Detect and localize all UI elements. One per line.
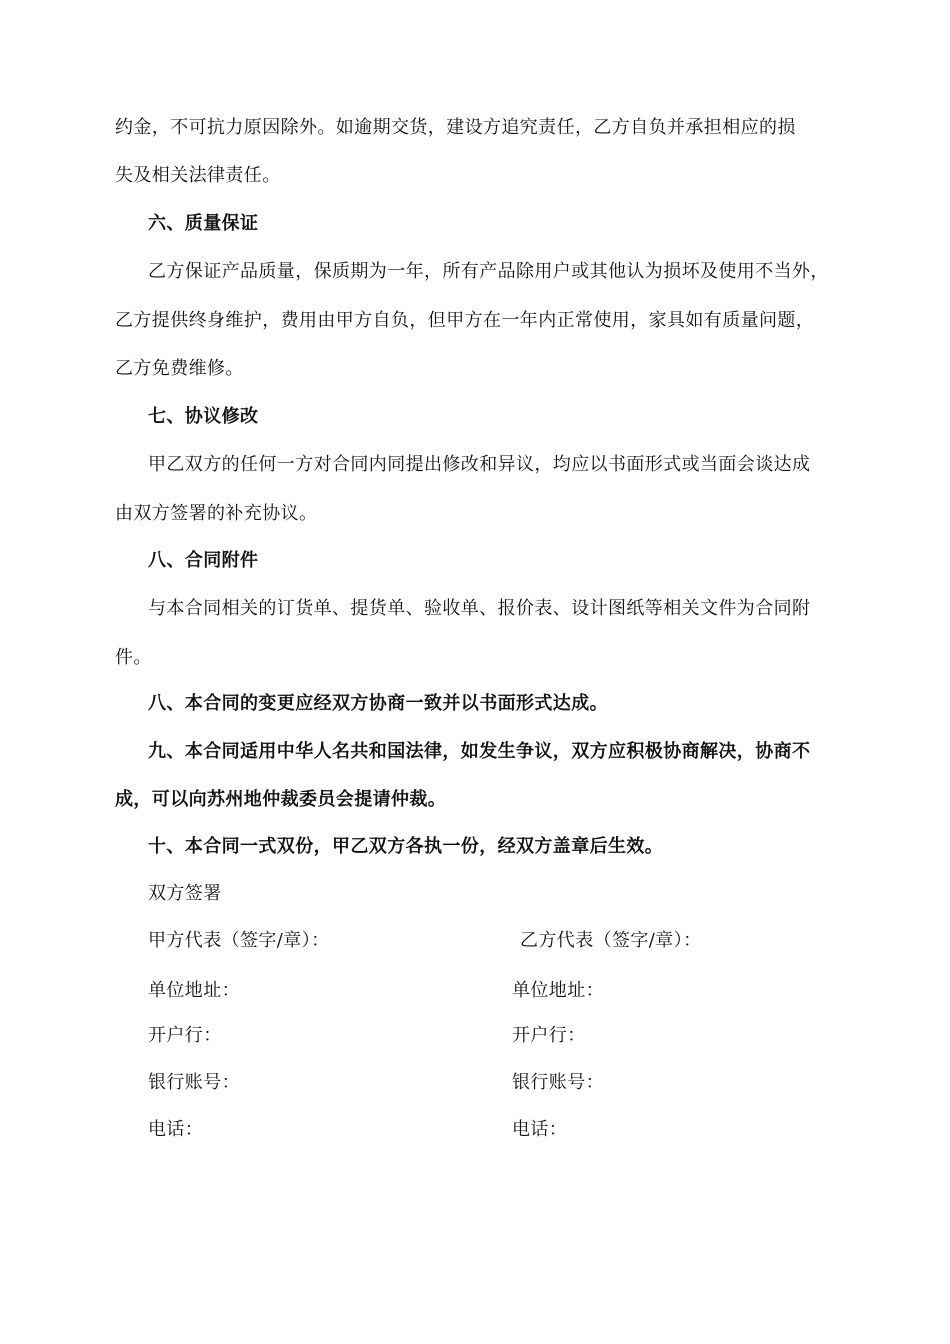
party-b-bank: 开户行： <box>512 1025 586 1046</box>
party-b-account: 银行账号： <box>512 1072 604 1093</box>
section-6-line-1: 乙方保证产品质量，保质期为一年，所有产品除用户或其他认为损坏及使用不当外， <box>148 261 829 282</box>
section-6-line-3: 乙方免费维修。 <box>115 358 244 379</box>
party-b-rep: 乙方代表（签字/章）： <box>520 930 702 951</box>
party-a-rep: 甲方代表（签字/章）： <box>148 930 330 951</box>
section-7-heading: 七、协议修改 <box>148 406 259 427</box>
breach-paragraph-line-2: 失及相关法律责任。 <box>115 165 281 186</box>
section-7-line-2: 由双方签署的补充协议。 <box>115 503 318 524</box>
party-a-bank: 开户行： <box>148 1025 222 1046</box>
breach-paragraph-line-1: 约金，不可抗力原因除外。如逾期交货，建设方追究责任，乙方自负并承担相应的损 <box>115 117 796 138</box>
party-b-phone: 电话： <box>512 1119 568 1140</box>
clause-8b: 八、本合同的变更应经双方协商一致并以书面形式达成。 <box>148 693 608 714</box>
party-b-address: 单位地址： <box>512 980 604 1001</box>
party-a-address: 单位地址： <box>148 980 240 1001</box>
clause-9-line-2: 成，可以向苏州地仲裁委员会提请仲裁。 <box>115 789 447 810</box>
party-a-account: 银行账号： <box>148 1072 240 1093</box>
section-8-line-2: 件。 <box>115 647 152 668</box>
clause-9-line-1: 九、本合同适用中华人名共和国法律，如发生争议，双方应积极协商解决，协商不 <box>148 741 811 762</box>
party-a-phone: 电话： <box>148 1119 204 1140</box>
section-6-heading: 六、质量保证 <box>148 213 259 234</box>
section-6-line-2: 乙方提供终身维护，费用由甲方自负，但甲方在一年内正常使用，家具如有质量问题， <box>115 310 815 331</box>
section-8-line-1: 与本合同相关的订货单、提货单、验收单、报价表、设计图纸等相关文件为合同附 <box>148 598 811 619</box>
clause-10: 十、本合同一式双份，甲乙双方各执一份，经双方盖章后生效。 <box>148 836 664 857</box>
signatures-title: 双方签署 <box>148 883 222 904</box>
section-7-line-1: 甲乙双方的任何一方对合同内同提出修改和异议，均应以书面形式或当面会谈达成 <box>148 454 811 475</box>
section-8-heading: 八、合同附件 <box>148 550 259 571</box>
